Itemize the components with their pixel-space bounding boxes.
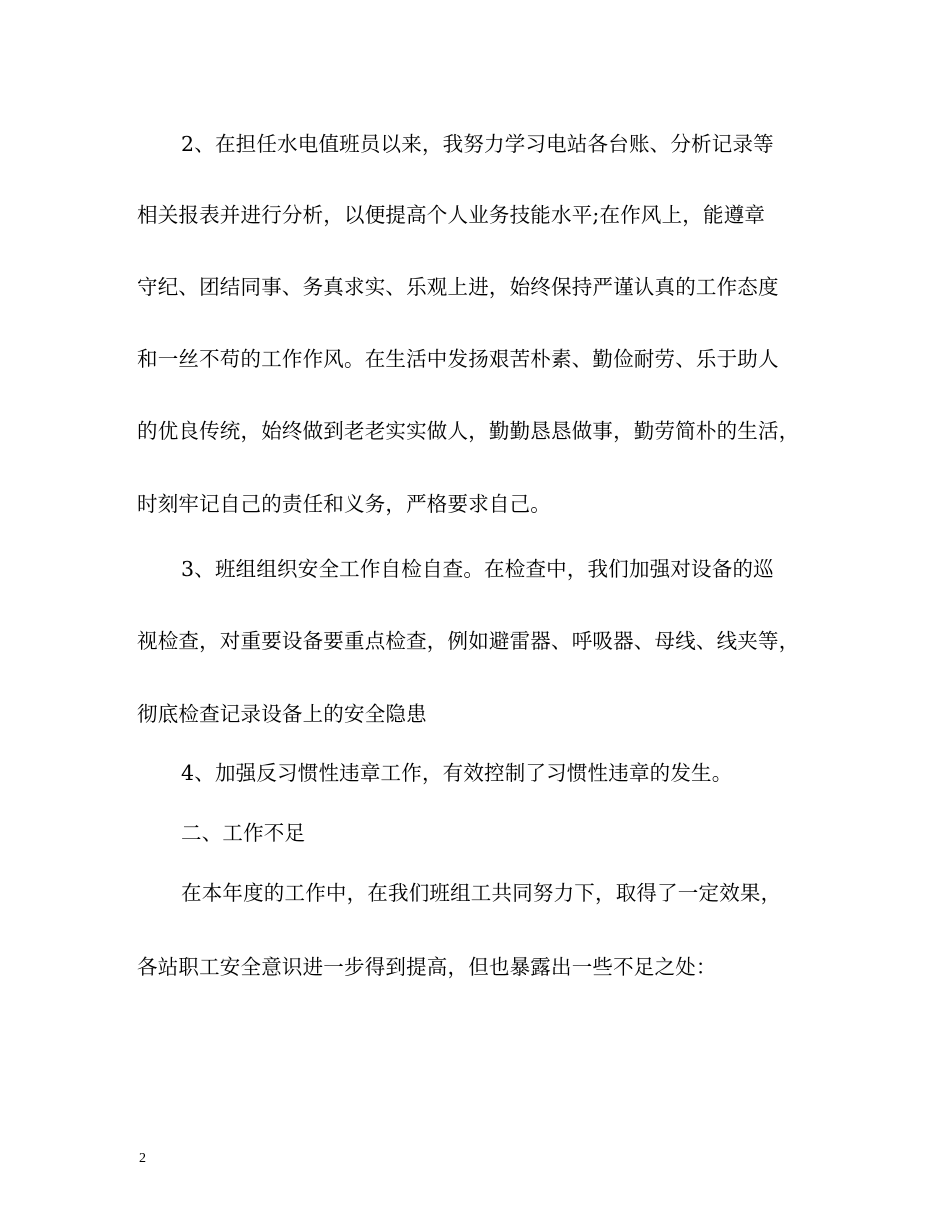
paragraph-5-line-1: 在本年度的工作中，在我们班组工共同努力下，取得了一定效果，: [181, 881, 782, 905]
paragraph-2-line-2: 相关报表并进行分析，以便提高个人业务技能水平;在作风上，能遵章: [137, 203, 766, 227]
paragraph-2-line-5: 的优良传统，始终做到老老实实做人，勤勤恳恳做事，勤劳简朴的生活，: [137, 419, 800, 443]
paragraph-4-line-1: 4、加强反习惯性违章工作，有效控制了习惯性违章的发生。: [181, 761, 733, 785]
page-number: 2: [139, 1151, 146, 1166]
paragraph-2-line-4: 和一丝不苟的工作作风。在生活中发扬艰苦朴素、勤俭耐劳、乐于助人: [137, 347, 779, 371]
paragraph-2-line-6: 时刻牢记自己的责任和义务，严格要求自己。: [137, 492, 551, 516]
paragraph-3-line-2: 视检查，对重要设备要重点检查，例如避雷器、呼吸器、母线、线夹等，: [137, 629, 800, 653]
paragraph-3-line-3: 彻底检查记录设备上的安全隐患: [137, 702, 427, 726]
paragraph-5-line-2: 各站职工安全意识进一步得到提高，但也暴露出一些不足之处：: [137, 955, 717, 979]
paragraph-3-line-1: 3、班组组织安全工作自检自查。在检查中，我们加强对设备的巡: [181, 557, 774, 581]
paragraph-2-line-1: 2、在担任水电值班员以来，我努力学习电站各台账、分析记录等: [181, 132, 774, 156]
section-heading: 二、工作不足: [181, 821, 306, 845]
paragraph-2-line-3: 守纪、团结同事、务真求实、乐观上进，始终保持严谨认真的工作态度: [137, 275, 779, 299]
